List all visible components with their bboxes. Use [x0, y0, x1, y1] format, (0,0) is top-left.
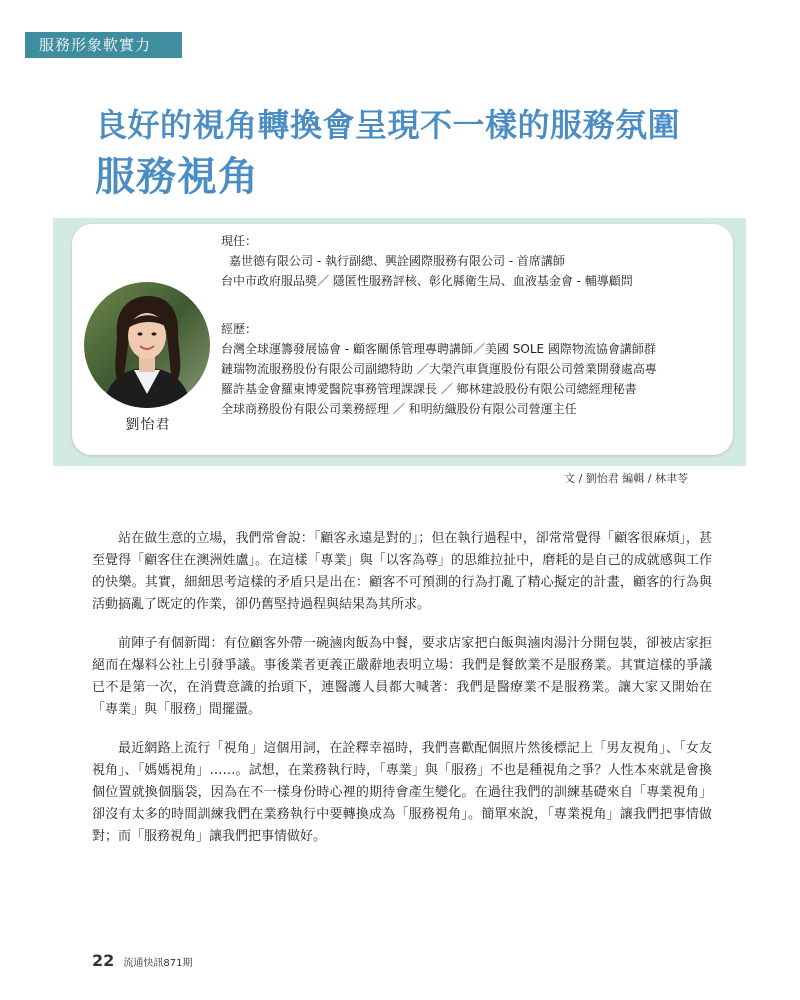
author-portrait — [84, 282, 210, 408]
author-past-positions — [221, 319, 657, 419]
past-heading: 經歷： — [221, 322, 258, 336]
byline-credit: 文 / 劉怡君 編輯 / 林聿苓 — [564, 472, 688, 485]
past-item: 台灣全球運籌發展協會 - 顧客關係管理專聘講師／美國 SOLE 國際物流協會講師群 — [221, 342, 656, 356]
past-item: 羅許基金會羅東博愛醫院事務管理課課長 ／ 鄉林建設股份有限公司總經理秘書 — [221, 382, 637, 396]
page-footer — [92, 951, 192, 970]
current-item: 嘉世德有限公司 - 執行副總、興詮國際服務有限公司 - 首席講師 — [229, 254, 565, 268]
body-paragraph: 最近網路上流行「視角」這個用詞，在詮釋幸福時，我們喜歡配個照片然後標記上「男友視角」、「女友視角」、「媽媽視角」……。試想，在業務執行時，「專業」與「服務」不也是種視角之爭？人性本來就是會換個位置就換個腦袋，因為在不一樣身份時心裡的期待會產生變化。在過往我們的訓練基礎來自「專業視角」卻沒有太多的時間訓練我們在業務執行中要轉換成為「服務視角」。簡單來說，「專業視角」讓我們把事情做對；而「服務視角」讓我們把事情做好。 — [92, 741, 712, 844]
page-number: 22 — [92, 951, 115, 970]
article-body — [92, 528, 712, 865]
author-portrait-image — [84, 282, 210, 408]
section-tag: 服務形象軟實力 — [25, 32, 182, 58]
body-paragraph: 前陣子有個新聞：有位顧客外帶一碗滷肉飯為中餐，要求店家把白飯與滷肉湯汁分開包裝，卻被店家拒絕而在爆料公社上引發爭議。事後業者更義正嚴辭地表明立場：我們是餐飲業不是服務業。其實這樣的爭議已不是第一次，在消費意識的抬頭下，連醫護人員都大喊著：我們是醫療業不是服務業。讓大家又開始在「專業」與「服務」間擺盪。 — [92, 636, 712, 717]
publication-name: 流通快訊871期 — [123, 958, 193, 969]
article-subtitle: 服務視角 — [95, 154, 259, 200]
author-current-positions — [221, 231, 633, 291]
author-name: 劉怡君 — [125, 417, 171, 433]
past-item: 全球商務股份有限公司業務經理 ／ 和明紡織股份有限公司營運主任 — [221, 402, 577, 416]
current-heading: 現任： — [221, 234, 258, 248]
past-item: 鏈瑞物流服務股份有限公司副總特助 ／大榮汽車貨運股份有限公司營業開發處高專 — [221, 362, 657, 376]
current-item: 台中市政府服品獎／ 隱匿性服務評核、彰化縣衛生局、血液基金會 - 輔導顧問 — [221, 274, 633, 288]
article-title: 良好的視角轉換會呈現不一樣的服務氛圍 — [95, 106, 681, 144]
body-paragraph: 站在做生意的立場，我們常會說：「顧客永遠是對的」；但在執行過程中，卻常常覺得「顧客很麻煩」，甚至覺得「顧客住在澳洲姓盧」。在這樣「專業」與「以客為尊」的思維拉扯中，磨耗的是自己的成就感與工作的快樂。其實，細細思考這樣的矛盾只是出在：顧客不可預測的行為打亂了精心擬定的計畫，顧客的行為與活動搞亂了既定的作業，卻仍舊堅持過程與結果為其所求。 — [92, 531, 712, 612]
